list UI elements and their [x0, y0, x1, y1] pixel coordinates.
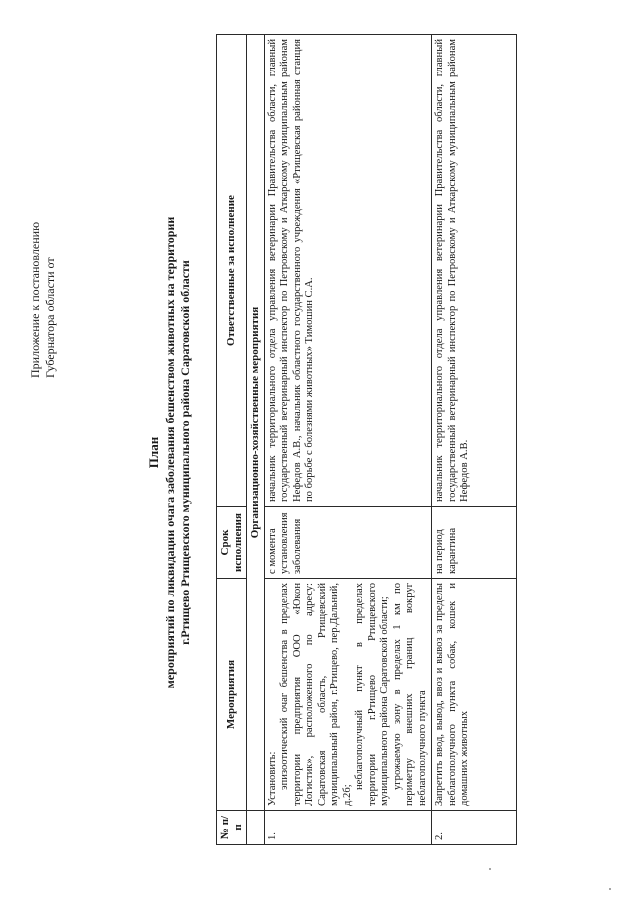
row-responsible: начальник территориального отдела управления ветеринарии Правительства области, главный государственный ветеринарный инспектор по Петровскому и Аткарскому муниципальным районам Нефедов А.В., начальник областного государственного учреждения «Ртищевская районная станция по борьбе с болезнями животных» Тимошин С.А.	[264, 35, 432, 507]
appendix-note	[28, 222, 58, 378]
document-title	[146, 0, 193, 905]
section-row	[247, 35, 265, 845]
measures-paragraph: эпизоотический очаг бешенства в пределах территории предприятия ООО «Юкон Логистик», расположенного по адресу: Саратовская область, Ртищевский муниципальный район, г.Ртищево, пер.Дальний, д.2б;	[279, 583, 353, 806]
table-row	[264, 35, 432, 845]
title-line-2: мероприятий по ликвидации очага заболевания бешенством животных на территории	[163, 216, 177, 689]
appendix-line-1: Приложение к постановлению	[28, 221, 42, 378]
scan-speck	[609, 888, 611, 890]
row-term: на период карантина	[432, 507, 517, 579]
plan-table	[216, 34, 517, 845]
title-line-3: г.Ртищево Ртищевского муниципального района Саратовской области	[178, 260, 192, 645]
row-number: 2.	[432, 811, 517, 845]
title-plan: План	[146, 436, 161, 469]
section-title: Организационно-хозяйственные мероприятия	[247, 35, 265, 811]
column-header-term: Срок исполнения	[217, 507, 247, 579]
row-measures	[264, 579, 432, 811]
row-number: 1.	[264, 811, 432, 845]
row-measures: Запретить ввод, вывод, ввоз и вывоз за пределы неблагополучного пункта собак, кошек и домашних животных	[432, 579, 517, 811]
measures-intro: Установить:	[266, 751, 278, 806]
scan-speck	[489, 868, 491, 870]
column-header-responsible: Ответственные за исполнение	[217, 35, 247, 507]
appendix-line-2: Губернатора области от	[43, 257, 57, 378]
table-row	[432, 35, 517, 845]
row-term: с момента установления заболевания	[264, 507, 432, 579]
measures-paragraph: неблагополучный пункт в пределах территории г.Ртищево Ртищевского муниципального района Саратовской области;	[354, 583, 390, 806]
row-responsible: начальник территориального отдела управления ветеринарии Правительства области, главный государственный ветеринарный инспектор по Петровскому и Аткарскому муниципальным районам Нефедов А.В.	[432, 35, 517, 507]
column-header-measures: Мероприятия	[217, 579, 247, 811]
column-header-num: № п/п	[217, 811, 247, 845]
table-header-row	[217, 35, 247, 845]
measures-paragraph: угрожаемую зону в пределах 1 км по периметру внешних границ вокруг неблагополучного пункта	[391, 583, 428, 806]
